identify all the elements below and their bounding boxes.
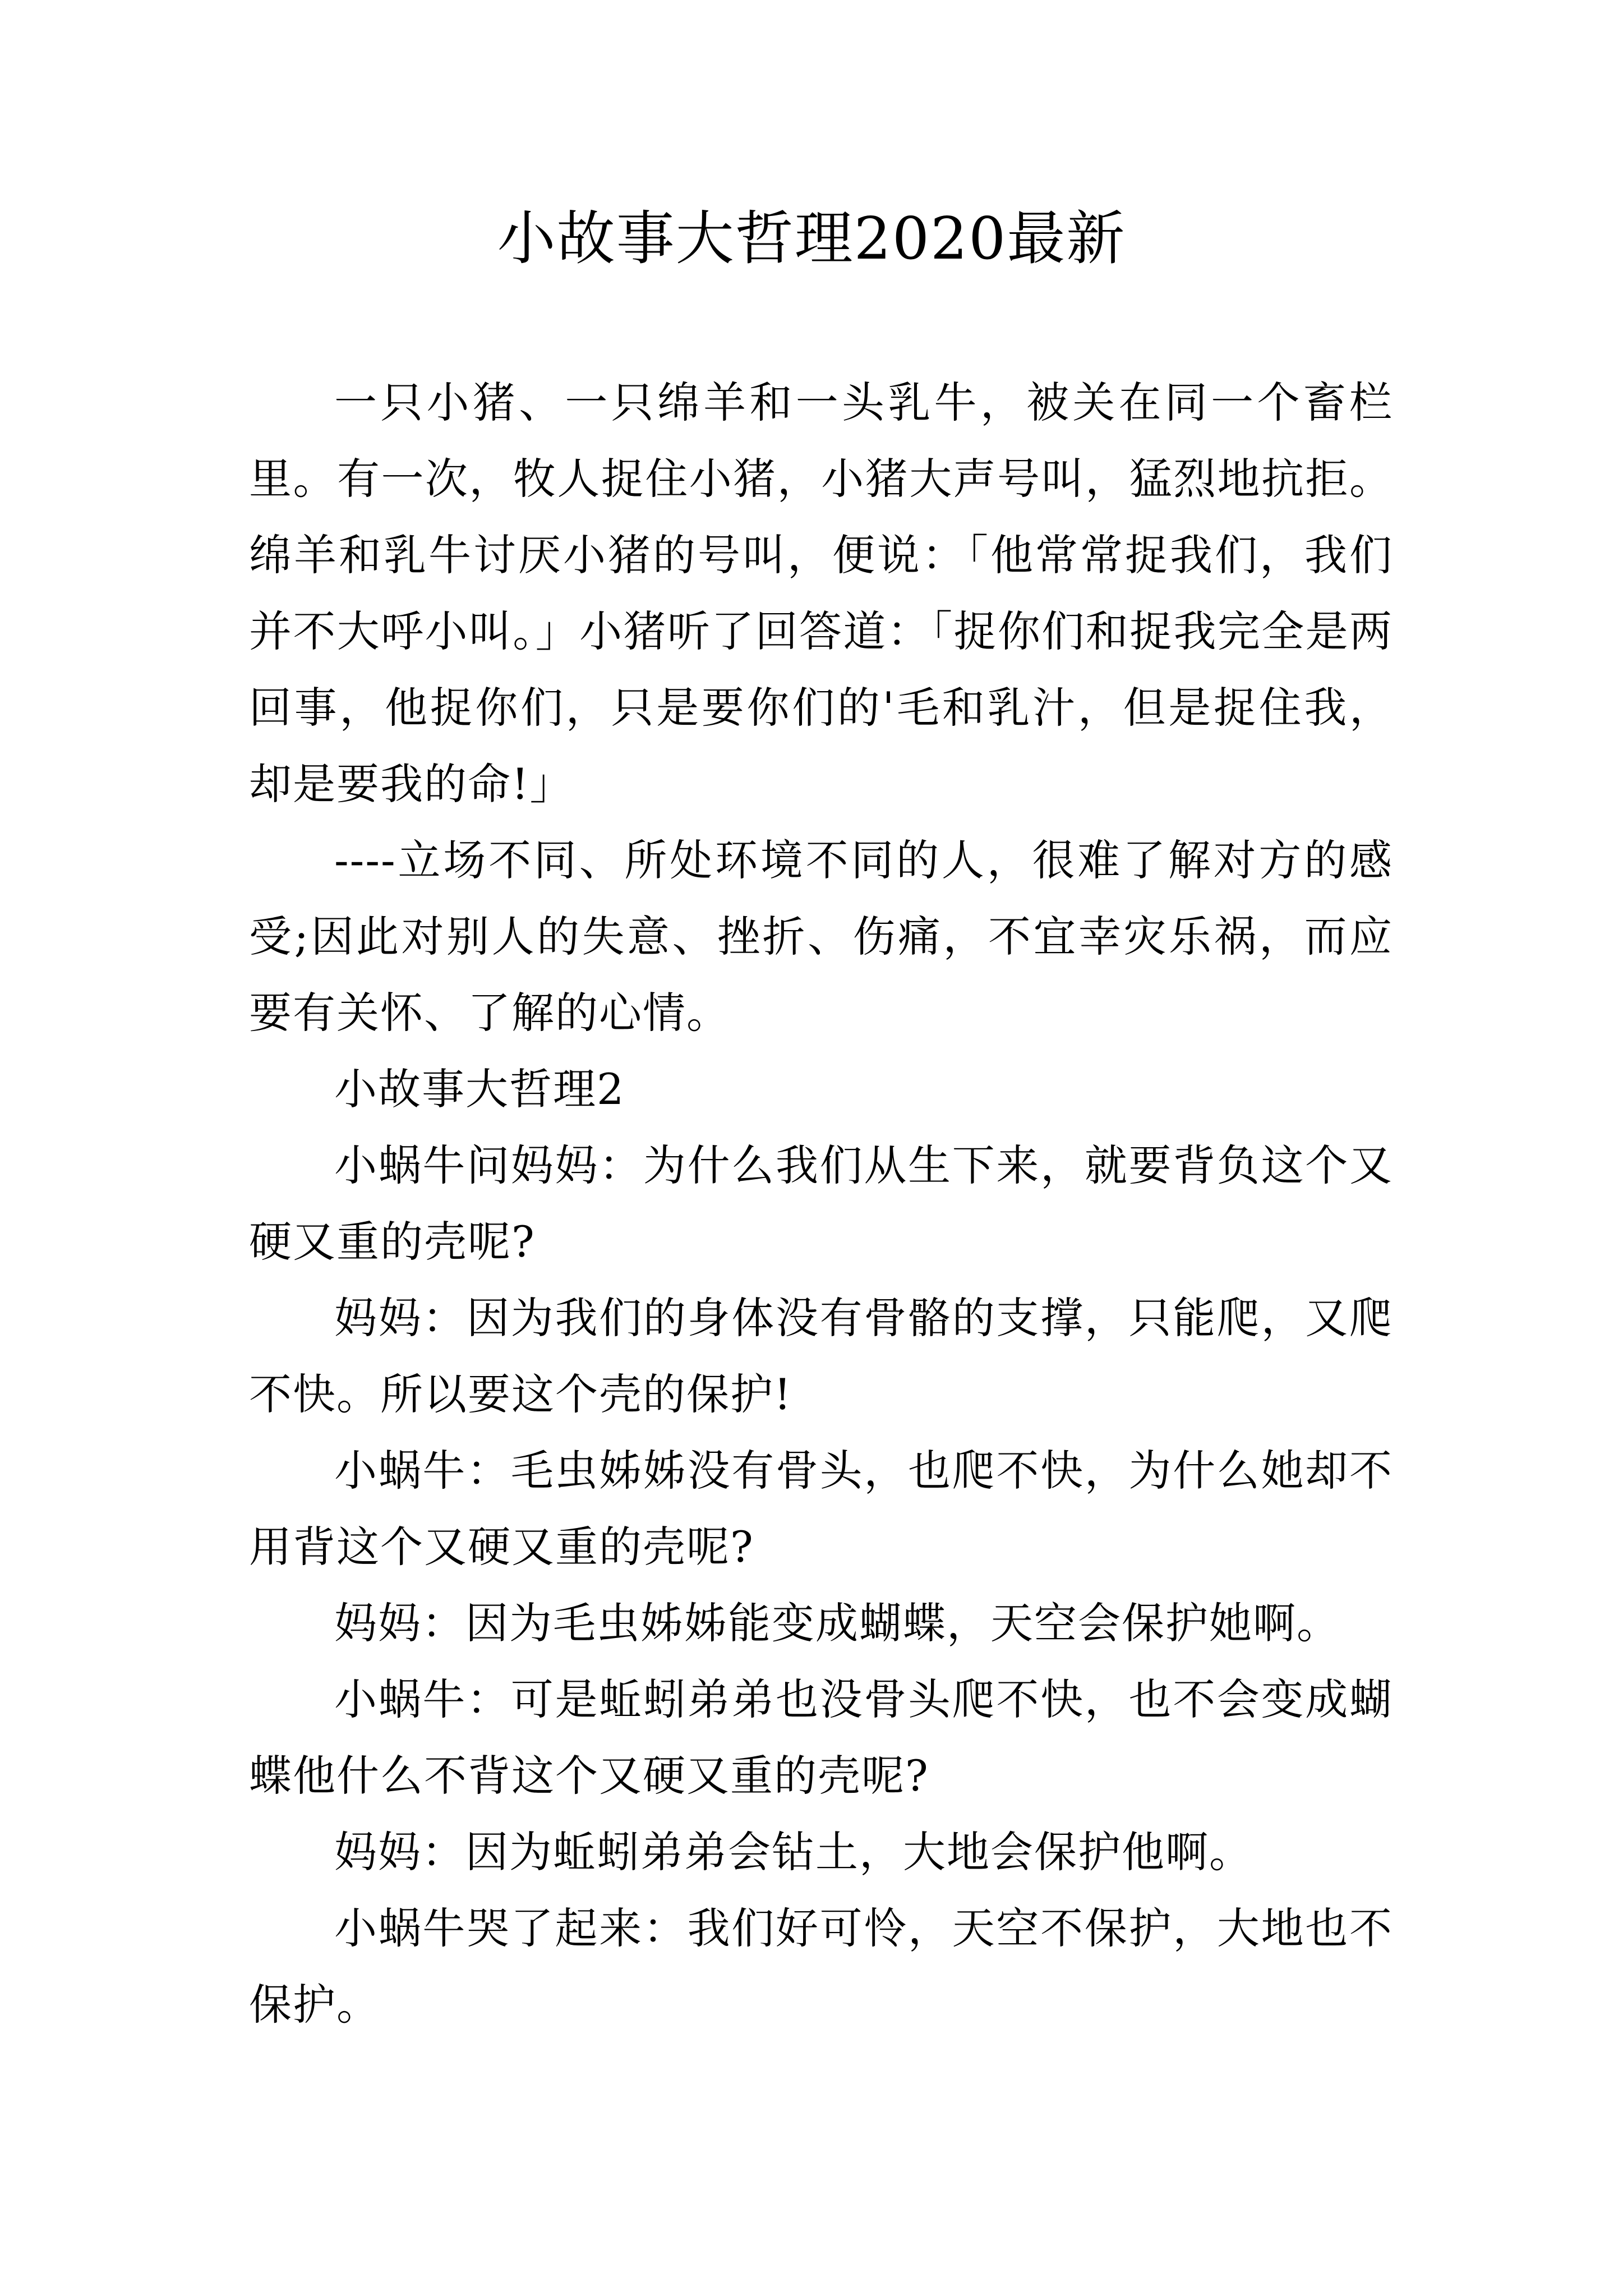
paragraph-dialogue: 小蜗牛：可是蚯蚓弟弟也没骨头爬不快，也不会变成蝴蝶他什么不背这个又硬又重的壳呢? — [249, 1674, 1393, 1801]
paragraph-story-pig: 一只小猪、一只绵羊和一头乳牛，被关在同一个畜栏里。有一次，牧人捉住小猪，小猪大声号叫，猛烈地抗拒。绵羊和乳牛讨厌小猪的号叫，便说：「他常常捉我们，我们并不大呼小叫。」小猪听了回答道：「捉你们和捉我完全是两回事，他捉你们，只是要你们的'毛和乳汁，但是捉住我，却是要我的命!」 — [249, 378, 1393, 809]
paragraph-dialogue: 小蜗牛问妈妈：为什么我们从生下来，就要背负这个又硬又重的壳呢? — [249, 1140, 1393, 1267]
paragraph-dialogue: 妈妈：因为毛虫姊姊能变成蝴蝶，天空会保护她啊。 — [334, 1598, 1340, 1648]
paragraph-dialogue: 小蜗牛：毛虫姊姊没有骨头，也爬不快，为什么她却不用背这个又硬又重的壳呢? — [249, 1446, 1393, 1572]
section-heading: 小故事大哲理2 — [334, 1064, 625, 1114]
paragraph-moral: ----立场不同、所处环境不同的人，很难了解对方的感受;因此对别人的失意、挫折、伤痛，不宜幸灾乐祸，而应要有关怀、了解的心情。 — [249, 835, 1393, 1038]
paragraph-dialogue: 妈妈：因为我们的身体没有骨骼的支撑，只能爬，又爬不快。所以要这个壳的保护! — [249, 1293, 1393, 1419]
document-title: 小故事大哲理2020最新 — [497, 204, 1126, 273]
paragraph-dialogue: 妈妈：因为蚯蚓弟弟会钻土，大地会保护他啊。 — [334, 1827, 1253, 1877]
paragraph-dialogue: 小蜗牛哭了起来：我们好可怜，天空不保护，大地也不保护。 — [249, 1903, 1393, 2030]
document-body — [249, 365, 1393, 2043]
